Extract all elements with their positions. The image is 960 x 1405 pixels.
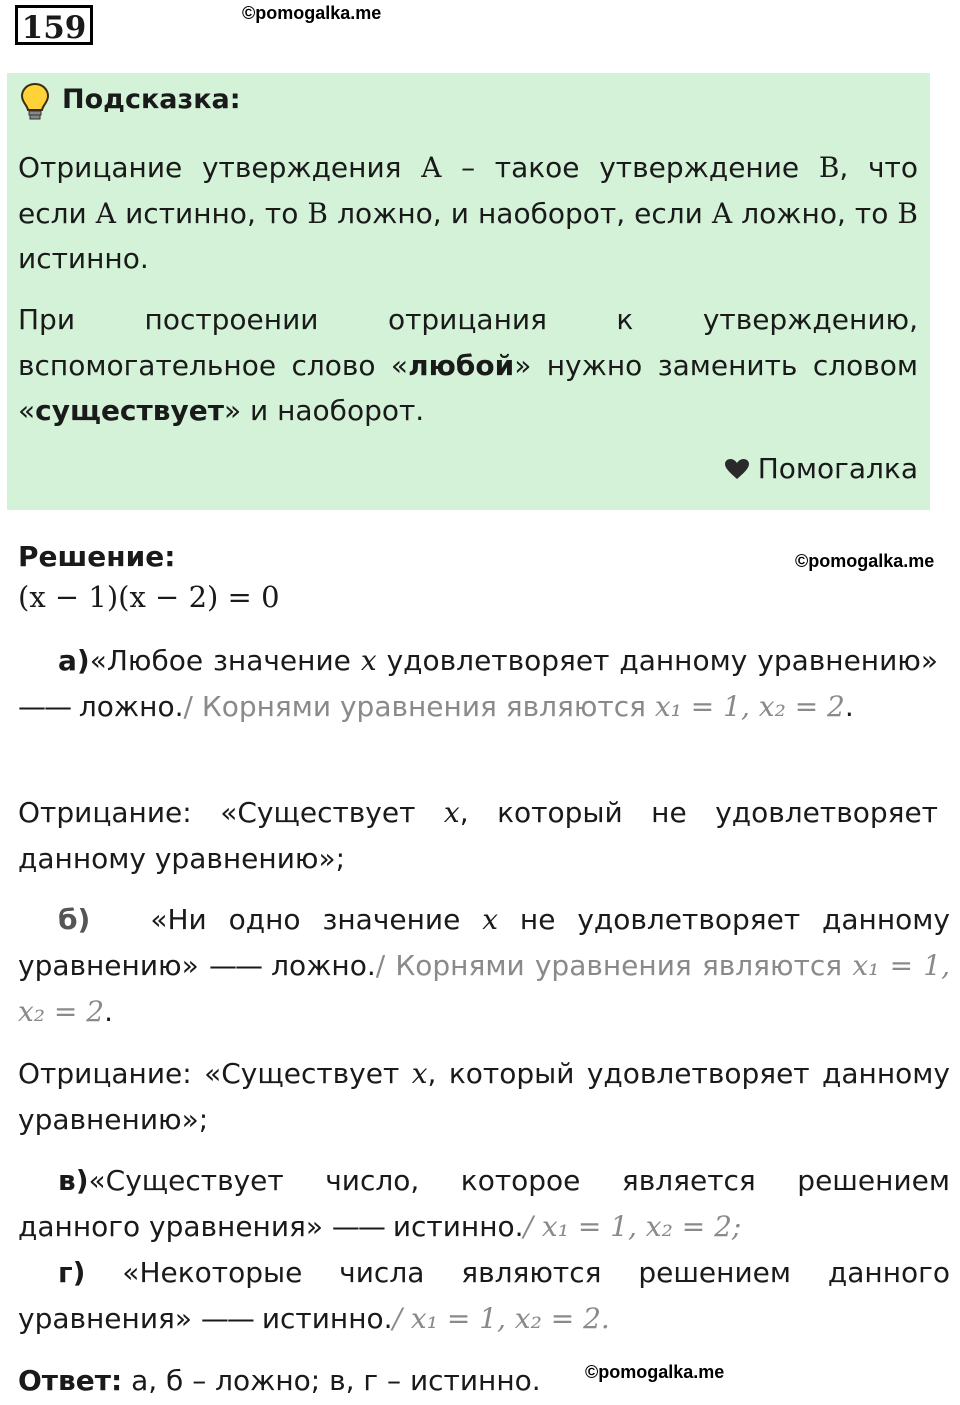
watermark-top: ©pomogalka.me [242,3,382,23]
hint-paragraph-1: Отрицание утверждения A – такое утверждение B, что если A истинно, то B ложно, и наоборот, если A ложно, то B истинно. [18,151,918,275]
brand-signature: Помогалка [724,452,918,485]
answer: Ответ: а, б – ложно; в, г – истинно. [18,1364,541,1397]
item-a: а)«Любое значение x удовлетворяет данному уравнению» —— ложно./ Корнями уравнения являются x₁ = 1, x₂ = 2. [18,644,938,723]
watermark-bottom: ©pomogalka.me [585,1362,725,1382]
hint-title: Подсказка: [62,84,241,115]
heart-icon [724,458,750,480]
lightbulb-icon [20,82,50,122]
item-c: в)«Существует число, которое является решением данного уравнения» —— истинно./ x₁ = 1, x₂ = 2; [18,1164,950,1243]
item-d: г) «Некоторые числа являются решением данного уравнения» —— истинно./ x₁ = 1, x₂ = 2. [18,1256,950,1335]
item-b: б) «Ни одно значение x не удовлетворяет данному уравнению» —— ложно./ Корнями уравнения являются x₁ = 1, x₂ = 2. [18,903,950,1028]
item-a-negation: Отрицание: «Существует x, который не удовлетворяет данному уравнению»; [18,796,938,875]
hint-paragraph-2: При построении отрицания к утверждению, вспомогательное слово «любой» нужно заменить словом «существует» и наоборот. [18,303,918,427]
item-b-negation: Отрицание: «Существует x, который удовлетворяет данному уравнению»; [18,1057,950,1136]
equation: (x − 1)(x − 2) = 0 [18,580,280,614]
solution-heading: Решение: [18,540,176,573]
watermark-middle: ©pomogalka.me [795,551,935,571]
hint-box [7,73,930,510]
problem-number: 159 [15,5,93,45]
